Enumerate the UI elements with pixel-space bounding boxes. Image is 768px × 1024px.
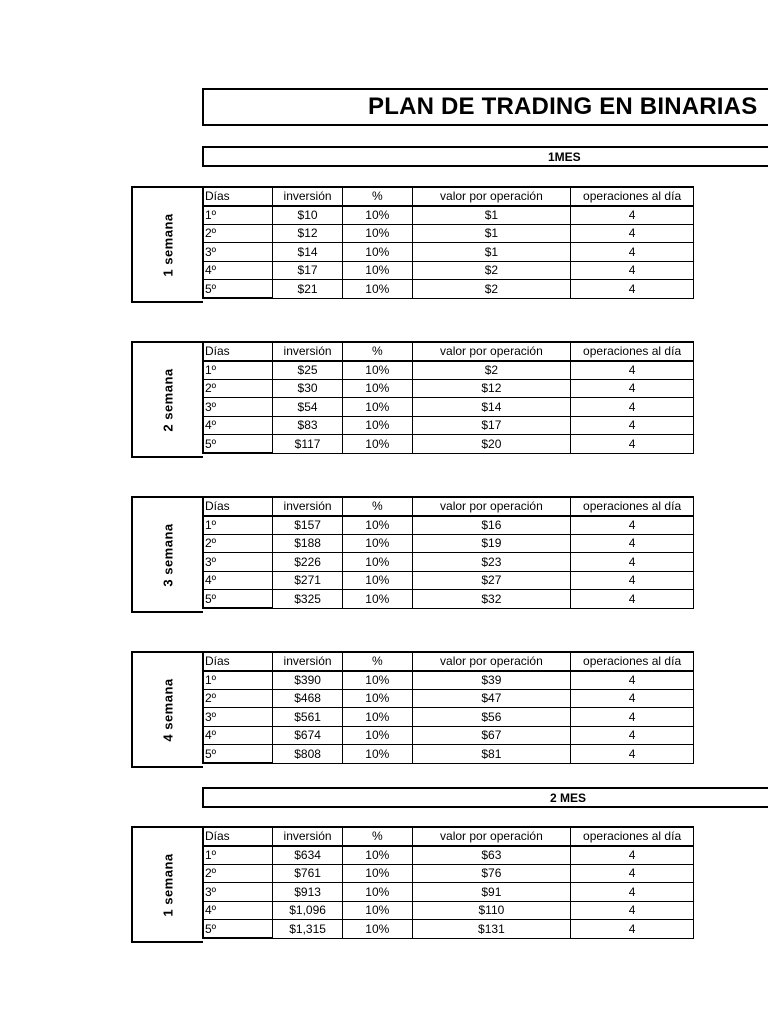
header-inversion: inversión <box>273 652 343 671</box>
table-row <box>203 280 694 299</box>
cell-inversion: $761 <box>273 864 343 883</box>
cell-inversion: $21 <box>273 280 343 299</box>
cell-pct: 10% <box>342 206 412 225</box>
table-row <box>203 920 694 939</box>
header-inversion: inversión <box>273 497 343 516</box>
table-row <box>203 689 694 708</box>
table-row <box>203 261 694 280</box>
cell-dias: 1º <box>203 846 273 865</box>
cell-ops: 4 <box>571 726 694 745</box>
cell-ops: 4 <box>571 571 694 590</box>
table-row <box>203 361 694 380</box>
cell-dias: 2º <box>203 864 273 883</box>
cell-valor: $76 <box>412 864 571 883</box>
week-label-cell <box>131 186 203 303</box>
header-pct: % <box>342 497 412 516</box>
cell-valor: $14 <box>412 398 571 417</box>
cell-valor: $2 <box>412 261 571 280</box>
table-row <box>203 590 694 609</box>
week-label: 1 semana <box>160 212 176 277</box>
cell-ops: 4 <box>571 261 694 280</box>
table-header-row <box>203 827 694 846</box>
table-header-row <box>203 497 694 516</box>
cell-inversion: $468 <box>273 689 343 708</box>
cell-pct: 10% <box>342 726 412 745</box>
cell-ops: 4 <box>571 689 694 708</box>
cell-pct: 10% <box>342 883 412 902</box>
header-dias: Días <box>203 497 273 516</box>
cell-pct: 10% <box>342 361 412 380</box>
table-header-row <box>203 652 694 671</box>
cell-dias: 1º <box>203 361 273 380</box>
header-dias: Días <box>203 652 273 671</box>
cell-inversion: $30 <box>273 379 343 398</box>
table-row <box>203 571 694 590</box>
week-block <box>131 186 694 304</box>
cell-valor: $23 <box>412 553 571 572</box>
header-valor: valor por operación <box>412 497 571 516</box>
table-row <box>203 516 694 535</box>
week-table <box>202 496 694 609</box>
header-dias: Días <box>203 187 273 206</box>
cell-valor: $19 <box>412 534 571 553</box>
cell-dias: 4º <box>203 416 273 435</box>
cell-valor: $32 <box>412 590 571 609</box>
cell-ops: 4 <box>571 534 694 553</box>
table-row <box>203 726 694 745</box>
cell-ops: 4 <box>571 745 694 764</box>
cell-ops: 4 <box>571 224 694 243</box>
cell-dias: 3º <box>203 708 273 727</box>
cell-inversion: $1,315 <box>273 920 343 939</box>
cell-valor: $47 <box>412 689 571 708</box>
cell-pct: 10% <box>342 416 412 435</box>
cell-valor: $91 <box>412 883 571 902</box>
cell-ops: 4 <box>571 435 694 454</box>
cell-pct: 10% <box>342 553 412 572</box>
cell-dias: 5º <box>203 920 273 939</box>
cell-pct: 10% <box>342 864 412 883</box>
cell-dias: 2º <box>203 534 273 553</box>
cell-inversion: $1,096 <box>273 901 343 920</box>
table-row <box>203 416 694 435</box>
document-title: PLAN DE TRADING EN BINARIAS <box>368 93 758 120</box>
cell-pct: 10% <box>342 435 412 454</box>
header-valor: valor por operación <box>412 652 571 671</box>
cell-inversion: $12 <box>273 224 343 243</box>
cell-inversion: $634 <box>273 846 343 865</box>
cell-ops: 4 <box>571 901 694 920</box>
cell-pct: 10% <box>342 708 412 727</box>
week-block <box>131 826 694 944</box>
cell-ops: 4 <box>571 671 694 690</box>
cell-inversion: $54 <box>273 398 343 417</box>
header-inversion: inversión <box>273 827 343 846</box>
header-valor: valor por operación <box>412 827 571 846</box>
header-valor: valor por operación <box>412 187 571 206</box>
cell-inversion: $674 <box>273 726 343 745</box>
table-row <box>203 846 694 865</box>
cell-pct: 10% <box>342 280 412 299</box>
cell-valor: $131 <box>412 920 571 939</box>
cell-ops: 4 <box>571 206 694 225</box>
week-label-cell <box>131 826 203 943</box>
cell-valor: $1 <box>412 224 571 243</box>
cell-pct: 10% <box>342 846 412 865</box>
cell-ops: 4 <box>571 361 694 380</box>
cell-valor: $2 <box>412 280 571 299</box>
cell-inversion: $157 <box>273 516 343 535</box>
cell-pct: 10% <box>342 901 412 920</box>
month-bar-2 <box>202 787 768 808</box>
header-pct: % <box>342 342 412 361</box>
week-table <box>202 186 694 299</box>
cell-valor: $39 <box>412 671 571 690</box>
header-ops: operaciones al día <box>571 827 694 846</box>
cell-ops: 4 <box>571 280 694 299</box>
month-label: 1MES <box>548 150 581 164</box>
cell-pct: 10% <box>342 571 412 590</box>
cell-pct: 10% <box>342 689 412 708</box>
cell-pct: 10% <box>342 261 412 280</box>
cell-pct: 10% <box>342 590 412 609</box>
table-row <box>203 534 694 553</box>
cell-inversion: $117 <box>273 435 343 454</box>
cell-pct: 10% <box>342 398 412 417</box>
header-pct: % <box>342 187 412 206</box>
cell-valor: $12 <box>412 379 571 398</box>
week-label-cell <box>131 496 203 613</box>
cell-dias: 5º <box>203 280 273 299</box>
cell-ops: 4 <box>571 398 694 417</box>
cell-ops: 4 <box>571 864 694 883</box>
cell-inversion: $808 <box>273 745 343 764</box>
week-label: 1 semana <box>160 852 176 917</box>
cell-dias: 5º <box>203 435 273 454</box>
month-bar-1 <box>202 146 768 167</box>
cell-pct: 10% <box>342 379 412 398</box>
week-block <box>131 651 694 769</box>
cell-inversion: $14 <box>273 243 343 262</box>
table-row <box>203 708 694 727</box>
table-header-row <box>203 187 694 206</box>
cell-valor: $1 <box>412 206 571 225</box>
week-block <box>131 341 694 459</box>
document-title-box <box>202 88 768 126</box>
cell-dias: 2º <box>203 689 273 708</box>
cell-ops: 4 <box>571 920 694 939</box>
month-label: 2 MES <box>550 791 587 805</box>
cell-dias: 1º <box>203 206 273 225</box>
header-inversion: inversión <box>273 187 343 206</box>
cell-ops: 4 <box>571 516 694 535</box>
header-dias: Días <box>203 342 273 361</box>
cell-valor: $110 <box>412 901 571 920</box>
cell-dias: 4º <box>203 901 273 920</box>
cell-dias: 3º <box>203 398 273 417</box>
cell-dias: 4º <box>203 571 273 590</box>
cell-valor: $17 <box>412 416 571 435</box>
cell-dias: 2º <box>203 379 273 398</box>
table-row <box>203 224 694 243</box>
cell-pct: 10% <box>342 745 412 764</box>
cell-ops: 4 <box>571 243 694 262</box>
week-table <box>202 651 694 764</box>
cell-ops: 4 <box>571 846 694 865</box>
cell-inversion: $17 <box>273 261 343 280</box>
header-ops: operaciones al día <box>571 497 694 516</box>
cell-valor: $67 <box>412 726 571 745</box>
table-row <box>203 398 694 417</box>
cell-pct: 10% <box>342 534 412 553</box>
cell-pct: 10% <box>342 671 412 690</box>
table-row <box>203 206 694 225</box>
cell-inversion: $226 <box>273 553 343 572</box>
week-table <box>202 341 694 454</box>
table-row <box>203 435 694 454</box>
table-header-row <box>203 342 694 361</box>
cell-dias: 4º <box>203 726 273 745</box>
cell-inversion: $25 <box>273 361 343 380</box>
header-pct: % <box>342 652 412 671</box>
week-block <box>131 496 694 614</box>
cell-inversion: $83 <box>273 416 343 435</box>
week-table <box>202 826 694 939</box>
cell-dias: 3º <box>203 883 273 902</box>
cell-pct: 10% <box>342 516 412 535</box>
week-label-cell <box>131 341 203 458</box>
header-ops: operaciones al día <box>571 187 694 206</box>
table-row <box>203 745 694 764</box>
cell-dias: 1º <box>203 671 273 690</box>
cell-dias: 1º <box>203 516 273 535</box>
table-row <box>203 901 694 920</box>
cell-inversion: $913 <box>273 883 343 902</box>
cell-dias: 2º <box>203 224 273 243</box>
table-row <box>203 379 694 398</box>
cell-valor: $56 <box>412 708 571 727</box>
cell-valor: $20 <box>412 435 571 454</box>
cell-valor: $2 <box>412 361 571 380</box>
cell-pct: 10% <box>342 243 412 262</box>
cell-valor: $81 <box>412 745 571 764</box>
cell-dias: 5º <box>203 745 273 764</box>
cell-valor: $27 <box>412 571 571 590</box>
table-row <box>203 243 694 262</box>
cell-ops: 4 <box>571 708 694 727</box>
cell-inversion: $10 <box>273 206 343 225</box>
cell-ops: 4 <box>571 553 694 572</box>
table-row <box>203 671 694 690</box>
cell-ops: 4 <box>571 416 694 435</box>
week-label: 2 semana <box>160 367 176 432</box>
header-ops: operaciones al día <box>571 342 694 361</box>
cell-valor: $1 <box>412 243 571 262</box>
week-label-cell <box>131 651 203 768</box>
cell-inversion: $271 <box>273 571 343 590</box>
cell-dias: 4º <box>203 261 273 280</box>
table-row <box>203 864 694 883</box>
header-dias: Días <box>203 827 273 846</box>
table-row <box>203 553 694 572</box>
cell-inversion: $325 <box>273 590 343 609</box>
cell-inversion: $390 <box>273 671 343 690</box>
table-row <box>203 883 694 902</box>
cell-inversion: $188 <box>273 534 343 553</box>
week-label: 4 semana <box>160 677 176 742</box>
header-inversion: inversión <box>273 342 343 361</box>
cell-pct: 10% <box>342 224 412 243</box>
cell-ops: 4 <box>571 379 694 398</box>
header-ops: operaciones al día <box>571 652 694 671</box>
cell-dias: 3º <box>203 243 273 262</box>
cell-dias: 5º <box>203 590 273 609</box>
header-valor: valor por operación <box>412 342 571 361</box>
cell-ops: 4 <box>571 883 694 902</box>
cell-dias: 3º <box>203 553 273 572</box>
week-label: 3 semana <box>160 522 176 587</box>
cell-pct: 10% <box>342 920 412 939</box>
cell-inversion: $561 <box>273 708 343 727</box>
cell-ops: 4 <box>571 590 694 609</box>
header-pct: % <box>342 827 412 846</box>
cell-valor: $63 <box>412 846 571 865</box>
cell-valor: $16 <box>412 516 571 535</box>
